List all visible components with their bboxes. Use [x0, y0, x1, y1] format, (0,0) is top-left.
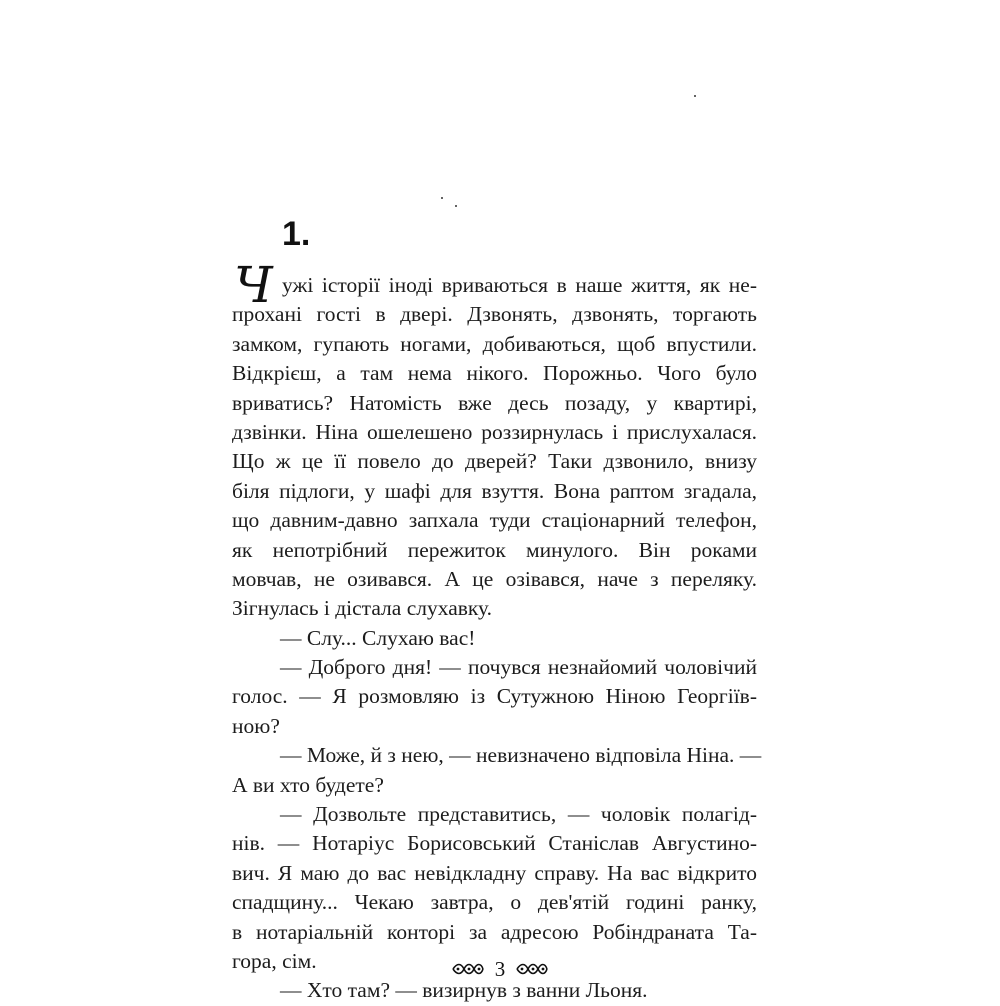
page-number: 3 — [494, 957, 506, 981]
print-speck — [694, 95, 696, 97]
text-line: — Дозвольте представитись, — чоловік полагід- — [280, 802, 757, 827]
page-footer — [0, 954, 1000, 984]
text-line: — Хто там? — визирнув з ванни Льоня. — [280, 978, 648, 1003]
text-line: прохані гості в двері. Дзвонять, дзвонять, торгають — [232, 302, 757, 327]
text-line: мовчав, не озивався. А це озівався, наче з переляку. — [232, 566, 757, 591]
text-line: — Доброго дня! — почувся незнайомий чоловічий — [280, 655, 757, 680]
text-line: дзвінки. Ніна ошелешено роззирнулась і прислухалася. — [232, 419, 757, 444]
text-line: Зігнулась і дістала слухавку. — [232, 596, 493, 621]
knot-ornament-icon — [451, 962, 485, 976]
text-line: — Слу... Слухаю вас! — [280, 625, 476, 650]
text-line: ною? — [232, 713, 280, 738]
print-speck — [455, 205, 457, 207]
text-line: гора, сім. — [232, 948, 317, 973]
chapter-number: 1. — [282, 215, 311, 253]
text-line: спадщину... Чекаю завтра, о дев'ятій годині ранку, — [232, 890, 757, 915]
drop-cap: Ч — [234, 256, 273, 314]
text-line: в нотаріальній конторі за адресою Робіндраната Та- — [232, 919, 757, 944]
text-line: Відкрієш, а там нема нікого. Порожньо. Чого було — [232, 361, 757, 386]
text-line: біля підлоги, у шафі для взуття. Вона раптом згадала, — [232, 478, 757, 503]
text-line: голос. — Я розмовляю із Сутужною Ніною Георгіїв- — [232, 684, 757, 709]
knot-ornament-icon — [515, 962, 549, 976]
text-line: замком, гупають ногами, добиваються, щоб впустили. — [232, 331, 757, 356]
text-line: що давним-давно запхала туди стаціонарний телефон, — [232, 508, 757, 533]
text-line: вриватись? Натомість вже десь позаду, у квартирі, — [232, 390, 757, 415]
body-text — [232, 256, 762, 1006]
text-line: нів. — Нотаріус Борисовський Станіслав Августино- — [232, 831, 757, 856]
text-line: вич. Я маю до вас невідкладну справу. На вас відкрито — [232, 860, 757, 885]
text-line: А ви хто будете? — [232, 772, 384, 797]
text-line: Ч ужі історії іноді вриваються в наше життя, як не- — [234, 256, 757, 314]
text-line: Що ж це її повело до дверей? Таки дзвонило, внизу — [232, 449, 757, 474]
print-speck — [441, 197, 443, 199]
text-line: як непотрібний пережиток минулого. Він роками — [232, 537, 757, 562]
text-line: — Може, й з нею, — невизначено відповіла Ніна. — — [280, 743, 762, 768]
